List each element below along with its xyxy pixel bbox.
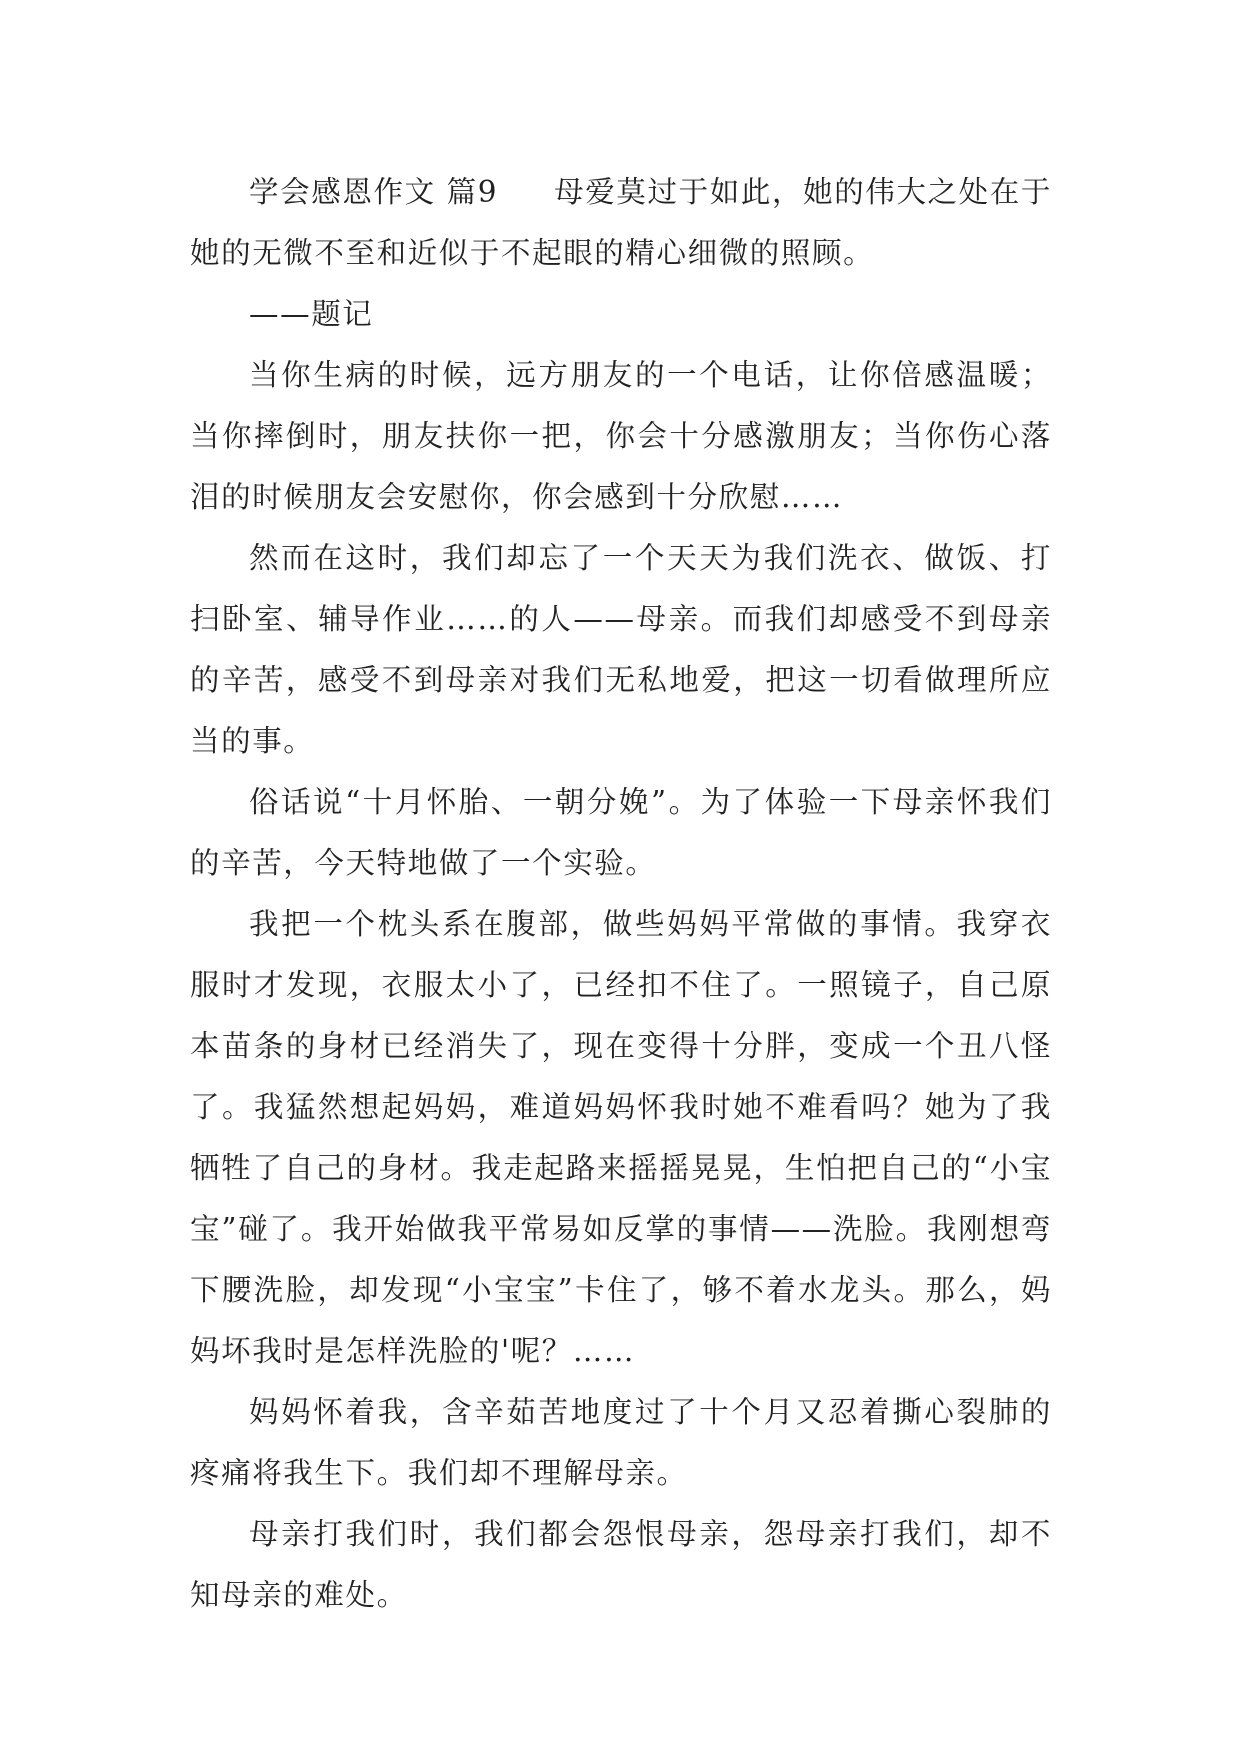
paragraph: 妈妈怀着我，含辛茹苦地度过了十个月又忍着撕心裂肺的疼痛将我生下。我们却不理解母亲。 bbox=[190, 1395, 1052, 1490]
article-heading: 学会感恩作文 篇9 bbox=[249, 175, 499, 209]
epigraph-attribution: ——题记 bbox=[249, 297, 374, 331]
paragraph: 俗话说“十月怀胎、一朝分娩”。为了体验一下母亲怀我们的辛苦，今天特地做了一个实验。 bbox=[190, 785, 1052, 880]
paragraph: 然而在这时，我们却忘了一个天天为我们洗衣、做饭、打扫卧室、辅导作业……的人——母亲。而我们却感受不到母亲的辛苦，感受不到母亲对我们无私地爱，把这一切看做理所应当的事。 bbox=[190, 541, 1052, 758]
paragraph: 我把一个枕头系在腹部，做些妈妈平常做的事情。我穿衣服时才发现，衣服太小了，已经扣不住了。一照镜子，自己原本苗条的身材已经消失了，现在变得十分胖，变成一个丑八怪了。我猛然想起妈妈，难道妈妈怀我时她不难看吗？她为了我牺牲了自己的身材。我走起路来摇摇晃晃，生怕把自己的“小宝宝”碰了。我开始做我平常易如反掌的事情——洗脸。我刚想弯下腰洗脸，却发现“小宝宝”卡住了，够不着水龙头。那么，妈妈坏我时是怎样洗脸的'呢？…… bbox=[190, 907, 1052, 1368]
intro-paragraph bbox=[190, 162, 1052, 284]
document-body bbox=[190, 162, 1052, 1626]
paragraph: 母亲打我们时，我们都会怨恨母亲，怨母亲打我们，却不知母亲的难处。 bbox=[190, 1517, 1052, 1612]
paragraph-text: 母爱莫过于如此，她的伟大之处在于她的无微不至和近似于不起眼的精心细微的照顾。 bbox=[190, 175, 1053, 270]
paragraph: 当你生病的时候，远方朋友的一个电话，让你倍感温暖；当你摔倒时，朋友扶你一把，你会十分感激朋友；当你伤心落泪的时候朋友会安慰你，你会感到十分欣慰…… bbox=[190, 358, 1052, 514]
